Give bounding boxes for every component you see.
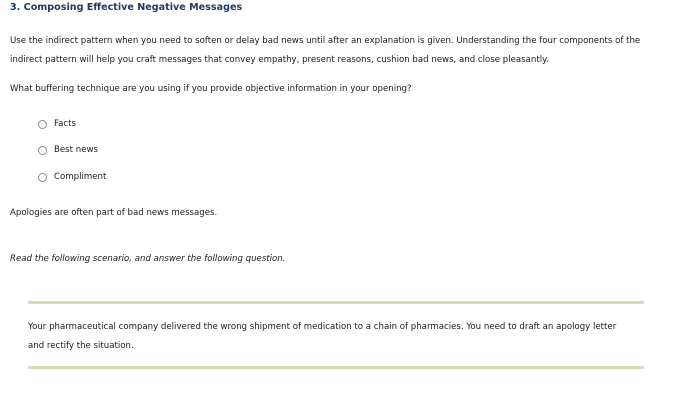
intro-line-2: indirect pattern will help you craft messages that convey empathy, present reasons, cushion bad news, and close pleasantly. [10,55,549,65]
scenario-line-2: and rectify the situation. [28,341,134,351]
section-title: 3. Composing Effective Negative Messages [10,2,243,13]
intro-paragraph [10,32,680,70]
intro-line-1: Use the indirect pattern when you need to soften or delay bad news until after an explanation is given. Understanding the four components of the [10,36,641,46]
scenario-line-1: Your pharmaceutical company delivered the wrong shipment of medication to a chain of pharmacies. You need to draft an apology letter [28,322,617,332]
scenario-top-divider [28,301,644,304]
radio-button-best-news[interactable] [38,146,47,155]
option-label-compliment[interactable]: Compliment [54,172,107,182]
apologies-statement: Apologies are often part of bad news messages. [10,208,218,218]
radio-button-compliment[interactable] [38,173,47,182]
option-label-best-news[interactable]: Best news [54,145,99,155]
option-facts[interactable] [38,117,76,131]
option-compliment[interactable] [38,170,106,184]
scenario-bottom-divider [28,366,644,369]
radio-button-facts[interactable] [38,120,47,129]
option-best-news[interactable] [38,143,98,157]
option-label-facts[interactable]: Facts [54,119,76,129]
scenario-instructions: Read the following scenario, and answer the following question. [10,254,286,264]
question-text: What buffering technique are you using if you provide objective information in your opening? [10,84,412,94]
scenario-box [28,318,616,356]
